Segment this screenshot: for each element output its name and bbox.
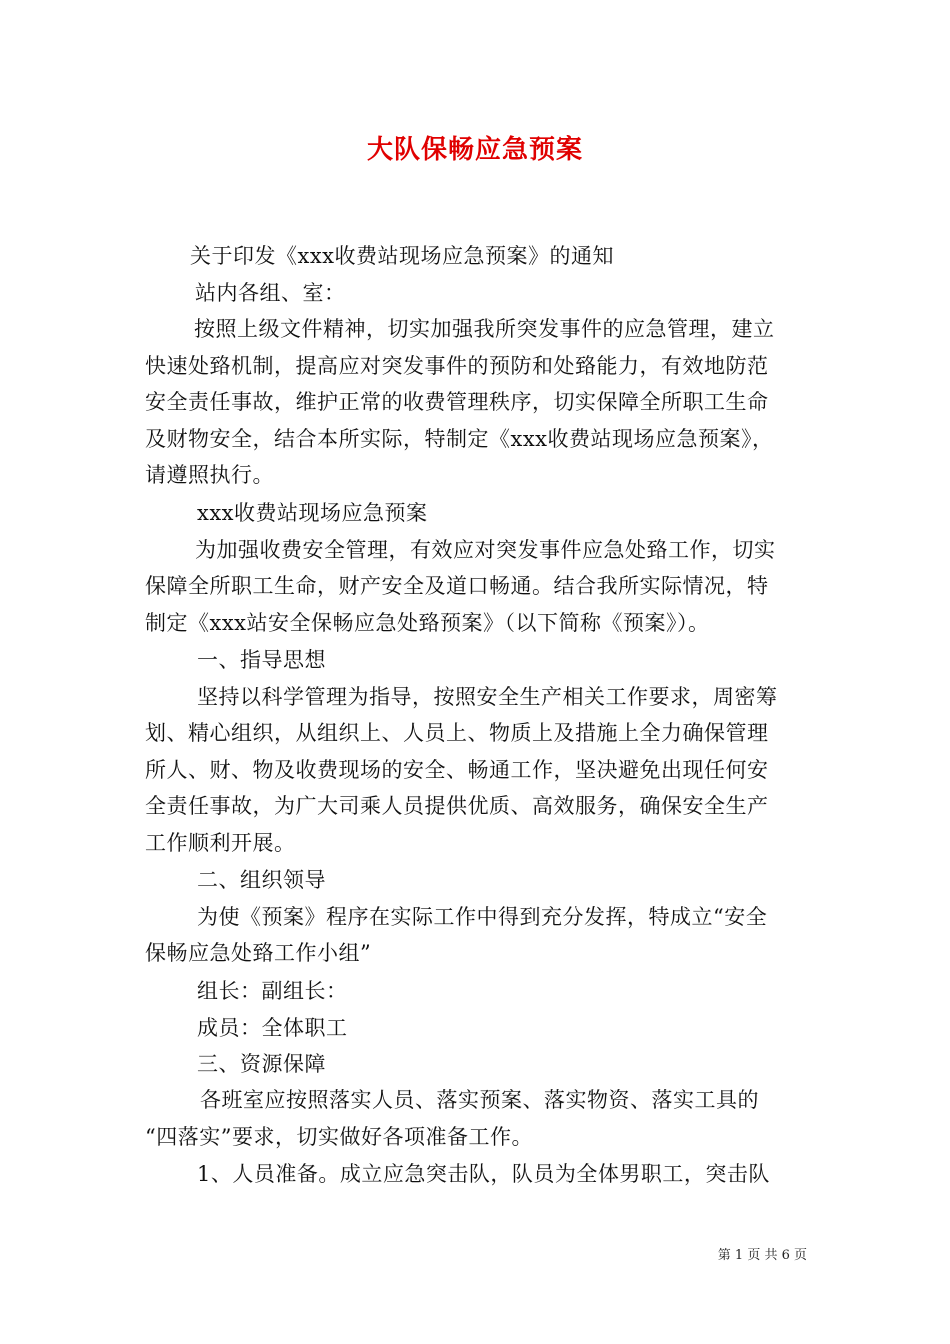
body-line: 工作顺利开展。 [145,831,296,855]
section-heading: 二、组织领导 [197,868,326,892]
body-line: 成员：全体职工 [197,1016,348,1040]
body-line: 请遵照执行。 [145,463,274,487]
section-heading: 三、资源保障 [197,1052,326,1076]
body-line: xxx收费站现场应急预案 [197,501,428,525]
body-line: 为使《预案》程序在实际工作中得到充分发挥，特成立“安全 [197,905,768,929]
section-heading: 一、指导思想 [197,648,326,672]
body-line: 关于印发《xxx收费站现场应急预案》的通知 [190,244,615,268]
body-line: 各班室应按照落实人员、落实预案、落实物资、落实工具的 [200,1088,759,1112]
body-line: 为加强收费安全管理，有效应对突发事件应急处臵工作，切实 [195,538,776,562]
body-line: 划、精心组织，从组织上、人员上、物质上及措施上全力确保管理 [145,721,769,745]
document-title: 大队保畅应急预案 [366,135,583,165]
body-line: 站内各组、室： [195,281,346,305]
page-indicator: 第 1 页 共 6 页 [717,1248,807,1263]
body-line: 安全责任事故，维护正常的收费管理秩序，切实保障全所职工生命 [145,390,769,414]
body-line: 全责任事故，为广大司乘人员提供优质、高效服务，确保安全生产 [145,794,769,818]
body-line: 所人、财、物及收费现场的安全、畅通工作，坚决避免出现任何安 [145,758,769,782]
body-line: 组长：副组长： [197,979,348,1003]
body-line: 及财物安全，结合本所实际，特制定《xxx收费站现场应急预案》， [145,427,774,451]
body-line: 保畅应急处臵工作小组” [145,941,372,965]
body-line: 坚持以科学管理为指导，按照安全生产相关工作要求，周密筹 [197,685,778,709]
body-line: 按照上级文件精神，切实加强我所突发事件的应急管理，建立 [194,317,775,341]
body-line: 快速处臵机制，提高应对突发事件的预防和处臵能力，有效地防范 [145,354,769,378]
body-line: 制定《xxx站安全保畅应急处臵预案》（以下简称《预案》）。 [145,611,710,635]
body-line: 保障全所职工生命，财产安全及道口畅通。结合我所实际情况，特 [145,574,769,598]
body-line: “四落实”要求，切实做好各项准备工作。 [145,1125,533,1149]
body-line: 1、人员准备。成立应急突击队，队员为全体男职工，突击队 [197,1162,770,1186]
